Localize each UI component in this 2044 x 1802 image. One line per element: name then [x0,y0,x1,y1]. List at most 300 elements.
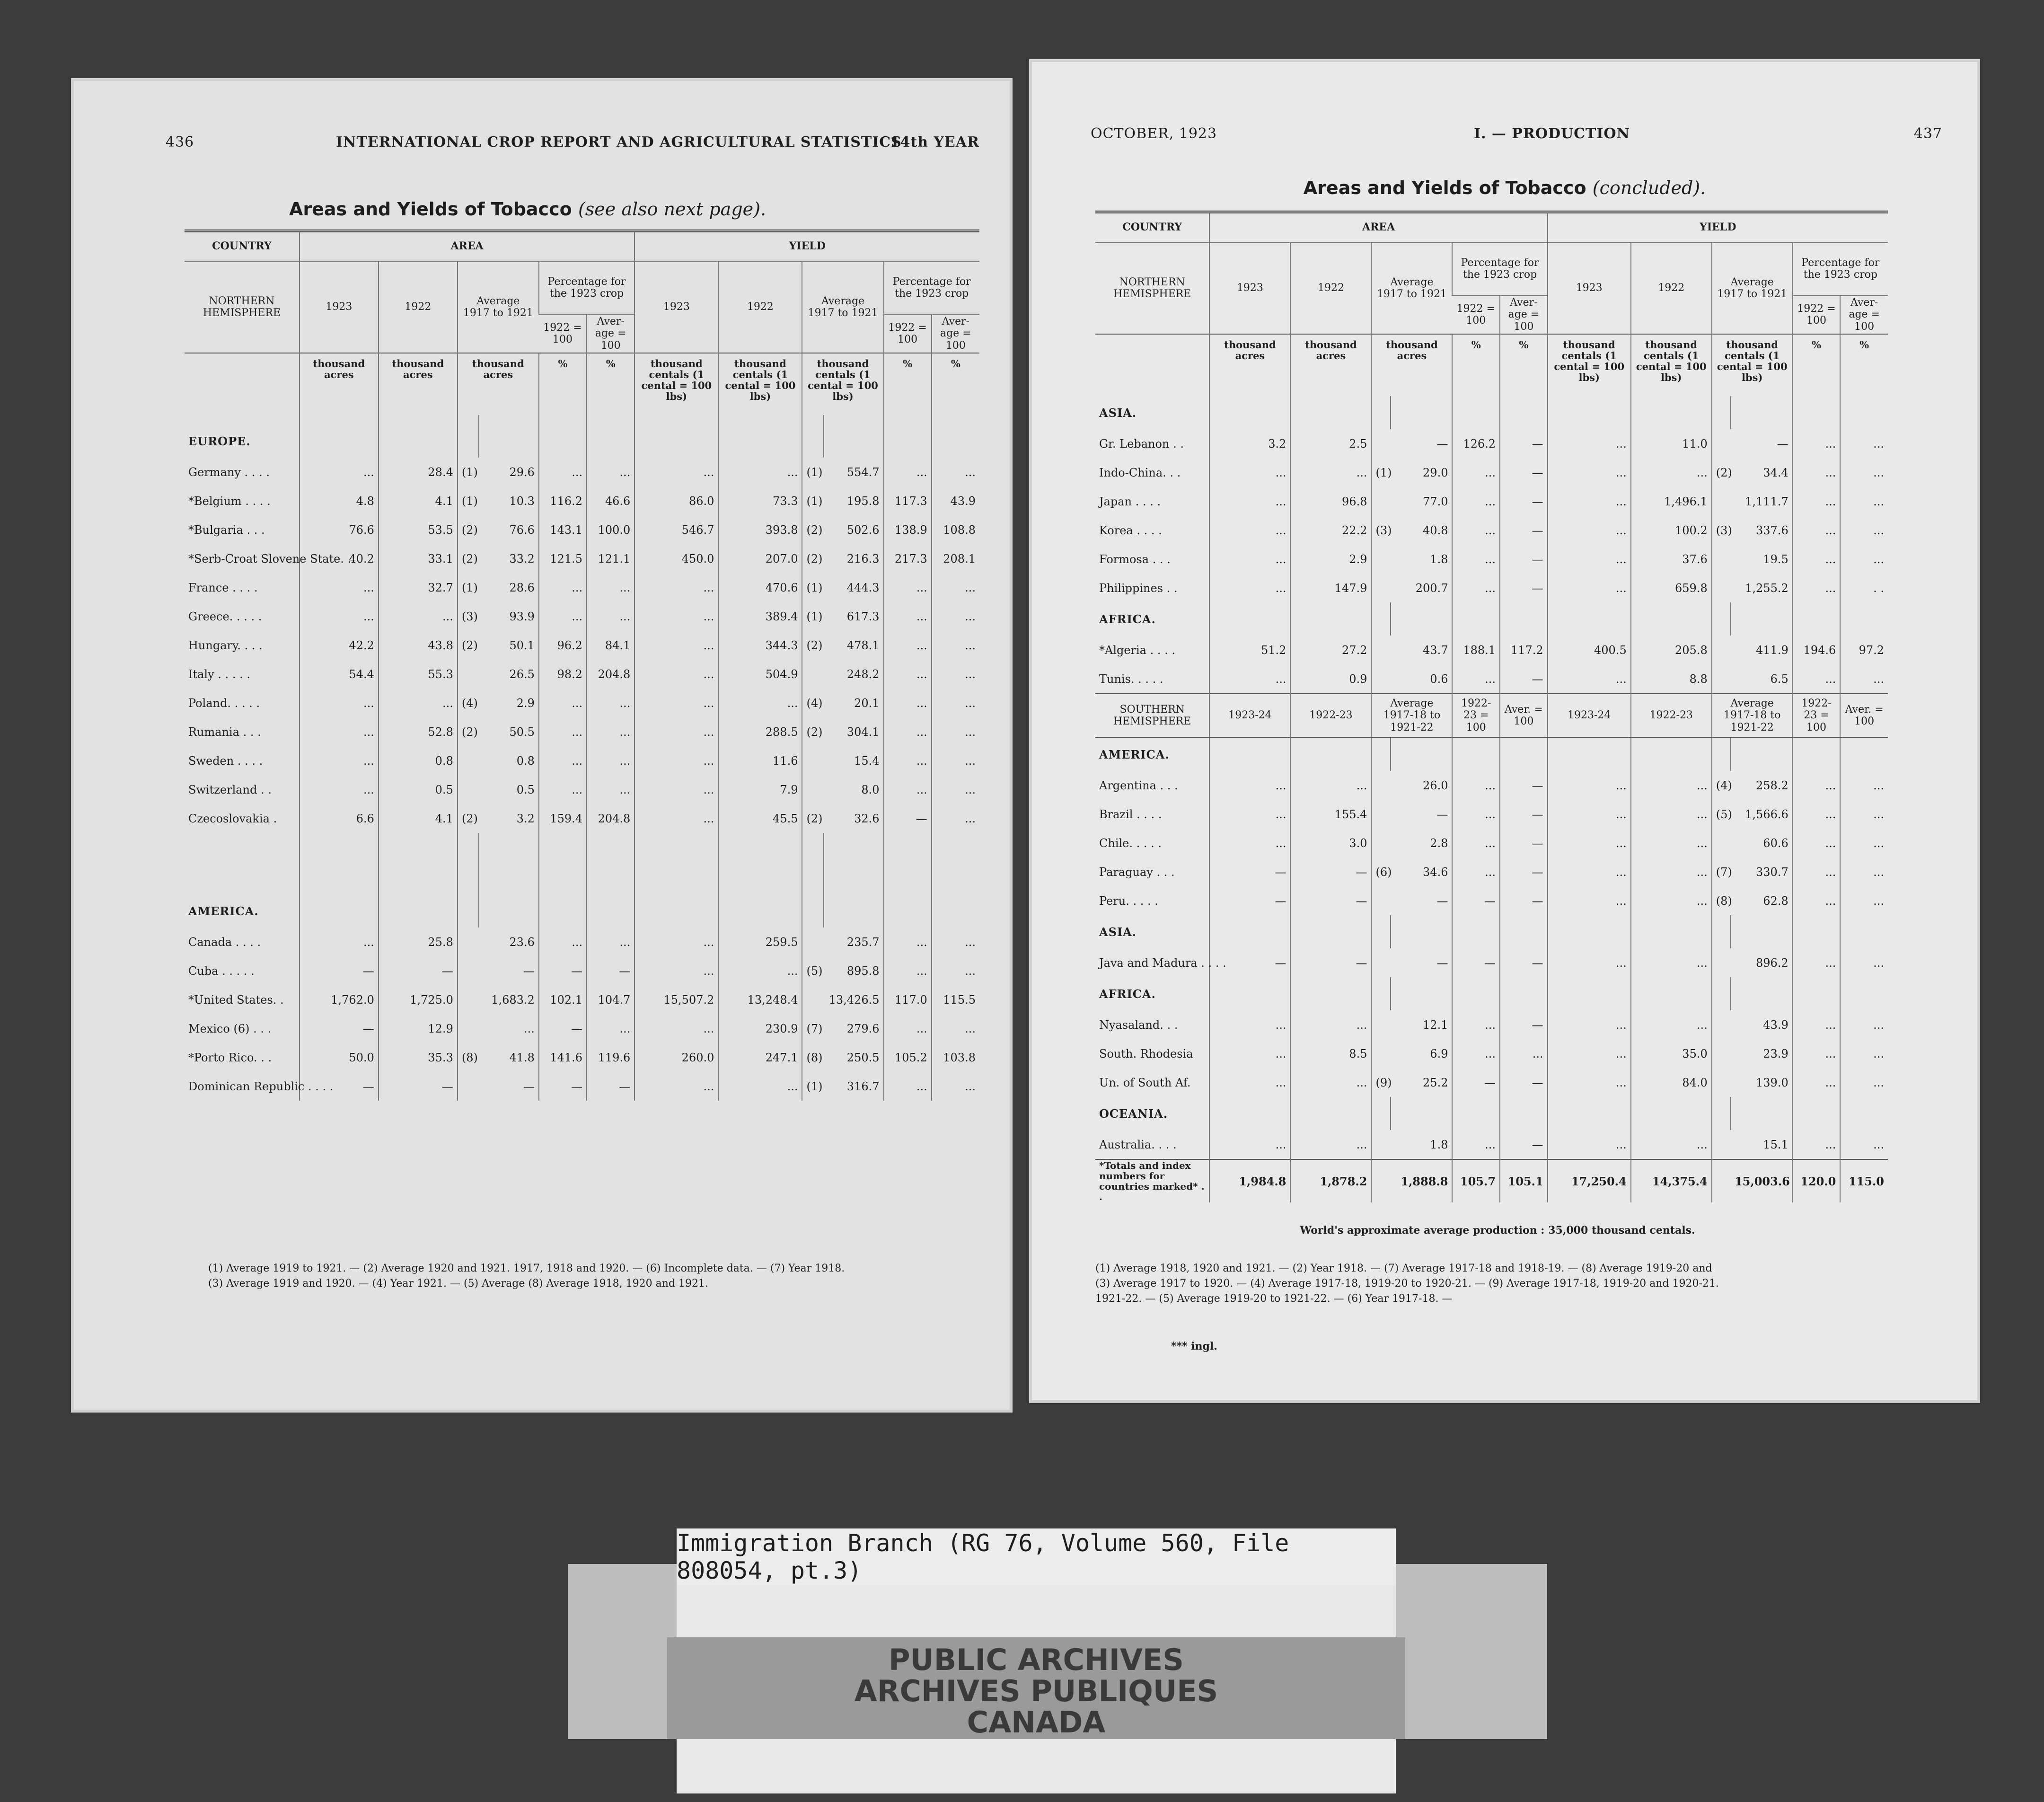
value-cell: 504.9 [718,660,802,689]
value-cell: ... [587,717,634,746]
value-cell: ... [932,804,979,833]
table-row [185,544,979,573]
value-cell: — [539,1072,587,1101]
country-name: Sweden . . . . [188,754,263,768]
value-cell: 84.1 [587,631,634,660]
value-cell: — [1436,437,1448,450]
value-cell: 126.2 [1452,429,1500,458]
value-cell: 316.7 [846,1079,880,1093]
blank-cell [1731,977,1793,1010]
blank-cell [1452,737,1500,771]
blank-cell [1793,602,1841,636]
value-cell: (7) [802,1014,824,1043]
blank-cell [824,424,884,458]
value-cell: ... [1452,574,1500,602]
col-header-hemisphere-south: SOUTHERN HEMISPHERE [1095,694,1209,737]
value-cell: . . [1840,574,1888,602]
value-cell: 205.8 [1631,636,1712,664]
value-cell: ... [1290,1068,1371,1097]
value-cell: ... [1840,487,1888,516]
region-label: EUROPE. [188,434,251,448]
value-cell: ... [1793,886,1841,915]
value-cell: 195.8 [846,494,880,508]
value-cell: 617.3 [846,610,880,623]
value-cell: ... [300,775,379,804]
totals-value: 1,878.2 [1290,1159,1371,1202]
value-cell: — [1209,857,1290,886]
unit-label: % [539,353,587,415]
value-cell: — [1500,429,1548,458]
value-cell: ... [1840,829,1888,857]
value-cell: 104.7 [587,985,634,1014]
table-row [185,1014,979,1043]
value-cell: 13,426.5 [828,993,880,1007]
archive-label: Immigration Branch (RG 76, Volume 560, File 808054, pt.3) [677,1528,1396,1585]
col-header-pct-average: Aver- age = 100 [1840,295,1888,334]
value-cell: ... [884,573,932,602]
blank-cell [1631,602,1712,636]
value-cell: 42.2 [300,631,379,660]
value-cell: ... [1209,829,1290,857]
value-cell: ... [718,458,802,486]
value-cell: 1,496.1 [1631,487,1712,516]
unit-label: thousand acres [379,353,458,415]
table-row [1095,886,1888,915]
country-name: Nyasaland. . . [1099,1018,1178,1032]
value-cell: ... [1209,545,1290,574]
value-cell: 1,683.2 [491,993,535,1007]
table-row [185,573,979,602]
value-cell: 6.9 [1430,1047,1448,1060]
value-cell [458,1014,479,1043]
value-cell: ... [1840,948,1888,977]
value-cell: ... [587,746,634,775]
value-cell: 53.5 [379,515,458,544]
region-label: AFRICA. [1099,612,1156,626]
country-name: Java and Madura . . . . [1099,956,1226,970]
value-cell [458,928,479,956]
region-label: AMERICA. [1099,747,1170,761]
value-cell: ... [884,775,932,804]
blank-cell [802,833,824,894]
blank-cell [1548,977,1631,1010]
footnote-line: 1921-22. — (5) Average 1919-20 to 1921-22. — (6) Year 1917-18. — [1095,1292,1453,1305]
tobacco-table-right [1095,211,1888,1202]
value-cell: ... [539,746,587,775]
value-cell: 4.1 [379,486,458,515]
region-row [1095,602,1888,636]
value-cell [458,1072,479,1101]
value-cell: ... [1793,800,1841,829]
value-cell: ... [1793,1010,1841,1039]
value-cell [458,746,479,775]
title-text: Areas and Yields of Tobacco [289,199,572,220]
value-cell: 54.4 [300,660,379,689]
value-cell: ... [1209,1010,1290,1039]
col-header-country: COUNTRY [185,231,300,261]
value-cell: ... [634,1014,718,1043]
value-cell: 33.2 [509,552,535,565]
blank-cell [1209,602,1290,636]
blank-cell [1500,915,1548,948]
table-row [185,746,979,775]
value-cell [1371,948,1390,977]
value-cell: 895.8 [846,964,880,978]
value-cell [1712,545,1731,574]
col-header-s-pct-1: 1922-23 = 100 [1452,694,1500,737]
value-cell: 470.6 [718,573,802,602]
value-cell [1371,1039,1390,1068]
value-cell: ... [932,573,979,602]
value-cell: ... [932,631,979,660]
value-cell: 0.8 [379,746,458,775]
unit-label: thousand centals (1 cental = 100 lbs) [1631,334,1712,396]
value-cell: 100.2 [1631,516,1712,545]
value-cell: ... [634,573,718,602]
value-cell [1712,636,1731,664]
value-cell: ... [1548,948,1631,977]
table-row [1095,636,1888,664]
blank-cell [1209,396,1290,429]
blank-cell [1391,602,1453,636]
blank-cell [802,894,824,928]
value-cell: ... [1793,545,1841,574]
blank-cell [1712,737,1731,771]
col-header-percentage: Percentage for the 1923 crop [1793,242,1888,295]
col-header-area: AREA [300,231,634,261]
value-cell: 194.6 [1793,636,1841,664]
value-cell: — [300,956,379,985]
country-name: Chile. . . . . [1099,836,1162,850]
value-cell: (5) [802,956,824,985]
value-cell: 207.0 [718,544,802,573]
value-cell: (2) [458,804,479,833]
country-name: Germany . . . . [188,465,270,479]
blank-cell [539,415,587,424]
blank-cell [884,894,932,928]
totals-label: *Totals and index numbers for countries marked* . . [1095,1159,1209,1202]
table-row [1095,857,1888,886]
blank-cell [1793,915,1841,948]
value-cell: 1,566.6 [1745,807,1788,821]
col-header-country: COUNTRY [1095,212,1209,242]
value-cell: 86.0 [634,486,718,515]
value-cell: ... [1840,545,1888,574]
blank-cell [932,833,979,894]
blank-cell [1840,977,1888,1010]
table-row [1095,429,1888,458]
section-label: I. — PRODUCTION [1474,125,1630,142]
table-row [185,689,979,717]
blank-cell [587,424,634,458]
value-cell [458,775,479,804]
table-row [185,928,979,956]
blank-cell [1712,396,1731,429]
col-header-area: AREA [1209,212,1547,242]
value-cell: 34.6 [1423,865,1448,879]
value-cell: ... [1548,1039,1631,1068]
value-cell: ... [587,1014,634,1043]
value-cell: 62.8 [1763,894,1788,908]
value-cell: 1,255.2 [1745,581,1788,595]
value-cell: 121.1 [587,544,634,573]
value-cell: 117.2 [1500,636,1548,664]
value-cell: ... [1452,1130,1500,1159]
value-cell: (4) [1712,771,1731,800]
blank-cell [634,424,718,458]
value-cell: (2) [802,631,824,660]
value-cell: 96.2 [539,631,587,660]
blank-cell [824,894,884,928]
value-cell: ... [1209,516,1290,545]
value-cell: ... [1840,857,1888,886]
value-cell: ... [1548,429,1631,458]
value-cell [1371,1010,1390,1039]
country-name: Argentina . . . [1099,778,1178,792]
country-name: Australia. . . . [1099,1138,1177,1151]
country-name: Canada . . . . [188,935,261,949]
blank-cell [1209,737,1290,771]
value-cell: 8.5 [1290,1039,1371,1068]
value-cell: ... [1548,487,1631,516]
value-cell: 100.0 [587,515,634,544]
value-cell: ... [634,458,718,486]
value-cell: ... [587,928,634,956]
value-cell: ... [1452,545,1500,574]
blank-cell [718,894,802,928]
blank-cell [1631,915,1712,948]
value-cell: ... [634,775,718,804]
table-row [1095,516,1888,545]
value-cell: 260.0 [634,1043,718,1072]
value-cell: 330.7 [1756,865,1788,879]
table-row [1095,771,1888,800]
value-cell: 45.5 [718,804,802,833]
blank-cell [1500,1097,1548,1130]
value-cell: 250.5 [846,1051,880,1064]
value-cell: ... [1548,857,1631,886]
value-cell: 40.2 [300,544,379,573]
value-cell: ... [884,956,932,985]
value-cell: ... [1452,800,1500,829]
blank-cell [1631,977,1712,1010]
value-cell [1712,1068,1731,1097]
value-cell: 0.5 [516,783,535,796]
value-cell: 93.9 [509,610,535,623]
blank-cell [1840,737,1888,771]
value-cell: ... [1548,1010,1631,1039]
spacer-row [185,833,979,894]
value-cell: 43.9 [1763,1018,1788,1032]
unit-label: thousand centals (1 cental = 100 lbs) [718,353,802,415]
value-cell: — [1452,886,1500,915]
value-cell: 159.4 [539,804,587,833]
col-header-pct-average: Aver- age = 100 [587,314,634,353]
value-cell: ... [300,573,379,602]
value-cell: (1) [802,458,824,486]
value-cell: 50.0 [300,1043,379,1072]
region-row [185,894,979,928]
blank-cell [479,424,539,458]
value-cell: 6.6 [300,804,379,833]
value-cell: (1) [458,458,479,486]
blank-cell [1548,396,1631,429]
unit-label: thousand acres [1290,334,1371,396]
table-row [1095,487,1888,516]
value-cell [1371,1130,1390,1159]
col-header-s-pct-1: 1922-23 = 100 [1793,694,1841,737]
value-cell: — [1500,800,1548,829]
value-cell: ... [1840,664,1888,694]
value-cell: 50.5 [509,725,535,739]
unit-label: % [884,353,932,415]
value-cell: ... [1548,1130,1631,1159]
value-cell: 230.9 [718,1014,802,1043]
value-cell [1371,636,1390,664]
blank-cell [1371,915,1390,948]
value-cell: 40.8 [1423,523,1448,537]
blank-cell [1371,977,1390,1010]
blank-cell [1631,1097,1712,1130]
value-cell: 102.1 [539,985,587,1014]
blank-cell [1209,1097,1290,1130]
footnote-line: (1) Average 1919 to 1921. — (2) Average 1920 and 1921. 1917, 1918 and 1920. — (6) Incomplete data. — (7) Year 1918. [208,1263,845,1274]
blank-cell [1290,1097,1371,1130]
blank-cell [458,894,479,928]
units-row [1095,334,1888,396]
value-cell [802,746,824,775]
blank-cell [718,833,802,894]
value-cell: 98.2 [539,660,587,689]
region-row [1095,977,1888,1010]
southern-header-row [1095,694,1888,737]
blank-cell [1631,396,1712,429]
country-name: France . . . . [188,581,258,594]
blank-cell [1391,396,1453,429]
blank-cell [458,833,479,894]
value-cell: — [1777,437,1788,450]
stamp-line: CANADA [967,1705,1106,1740]
country-name: *Bulgaria . . . [188,523,265,537]
blank-cell [1371,1097,1390,1130]
blank-cell [300,415,379,424]
value-cell: 279.6 [846,1022,880,1035]
tobacco-table-left [185,230,979,1101]
value-cell: (2) [802,515,824,544]
value-cell: 138.9 [884,515,932,544]
value-cell: 41.8 [509,1051,535,1064]
value-cell: — [1500,574,1548,602]
blank-cell [1712,602,1731,636]
blank-cell [1290,737,1371,771]
value-cell: ... [634,746,718,775]
value-cell: (6) [1371,857,1390,886]
country-name: Greece. . . . . [188,610,262,623]
blank-cell [1731,737,1793,771]
blank-cell [1290,602,1371,636]
value-cell: ... [932,602,979,631]
value-cell: ... [1452,487,1500,516]
value-cell: ... [718,689,802,717]
blank-cell [1452,915,1500,948]
value-cell: 216.3 [846,552,880,565]
value-cell: — [539,1014,587,1043]
totals-value: 1,888.8 [1391,1159,1453,1202]
value-cell: 55.3 [379,660,458,689]
value-cell [1712,1130,1731,1159]
value-cell: ... [634,602,718,631]
value-cell: 247.1 [718,1043,802,1072]
year-label: 14th YEAR [890,134,979,150]
value-cell: 26.0 [1423,778,1448,792]
value-cell: ... [1840,1130,1888,1159]
value-cell [1371,574,1390,602]
value-cell: (9) [1371,1068,1390,1097]
value-cell: — [1500,458,1548,487]
value-cell: — [1500,1130,1548,1159]
value-cell: ... [523,1022,535,1035]
value-cell: ... [300,602,379,631]
table-row [1095,829,1888,857]
value-cell: ... [884,746,932,775]
value-cell: 25.8 [379,928,458,956]
value-cell: 896.2 [1756,956,1788,970]
value-cell: 188.1 [1452,636,1500,664]
value-cell: (1) [1371,458,1390,487]
table-row [1095,664,1888,694]
blank-cell [1371,396,1390,429]
running-head-left [166,134,979,158]
value-cell: 96.8 [1290,487,1371,516]
table-row [1095,1068,1888,1097]
running-head-right [1091,125,1942,149]
blank-cell [1548,1097,1631,1130]
value-cell: ... [1209,664,1290,694]
col-header-1923: 1923 [634,261,718,353]
blank-cell [1712,915,1731,948]
blank-cell [1500,977,1548,1010]
unit-label: thousand centals (1 cental = 100 lbs) [802,353,883,415]
col-header-s-1922: 1922-23 [1631,694,1712,737]
value-cell: ... [1548,829,1631,857]
blank-cell [1391,977,1453,1010]
region-label: OCEANIA. [1099,1106,1168,1121]
blank-cell [1840,915,1888,948]
unit-label: % [1452,334,1500,396]
table-row [1095,545,1888,574]
value-cell: — [300,1014,379,1043]
value-cell: ... [539,775,587,804]
value-cell: (2) [802,804,824,833]
value-cell: (2) [802,544,824,573]
value-cell: 304.1 [846,725,880,739]
value-cell: ... [379,602,458,631]
value-cell: ... [1452,458,1500,487]
value-cell [1371,829,1390,857]
value-cell: ... [884,928,932,956]
value-cell: ... [1548,545,1631,574]
col-header-pct-1922: 1922 = 100 [884,314,932,353]
value-cell: 76.6 [300,515,379,544]
table-row [1095,574,1888,602]
blank-cell [1290,977,1371,1010]
country-name: *Belgium . . . . [188,494,271,508]
value-cell [1371,886,1390,915]
value-cell: (5) [1712,800,1731,829]
blank-cell [1731,915,1793,948]
value-cell: ... [718,956,802,985]
right-page [1029,59,1980,1403]
